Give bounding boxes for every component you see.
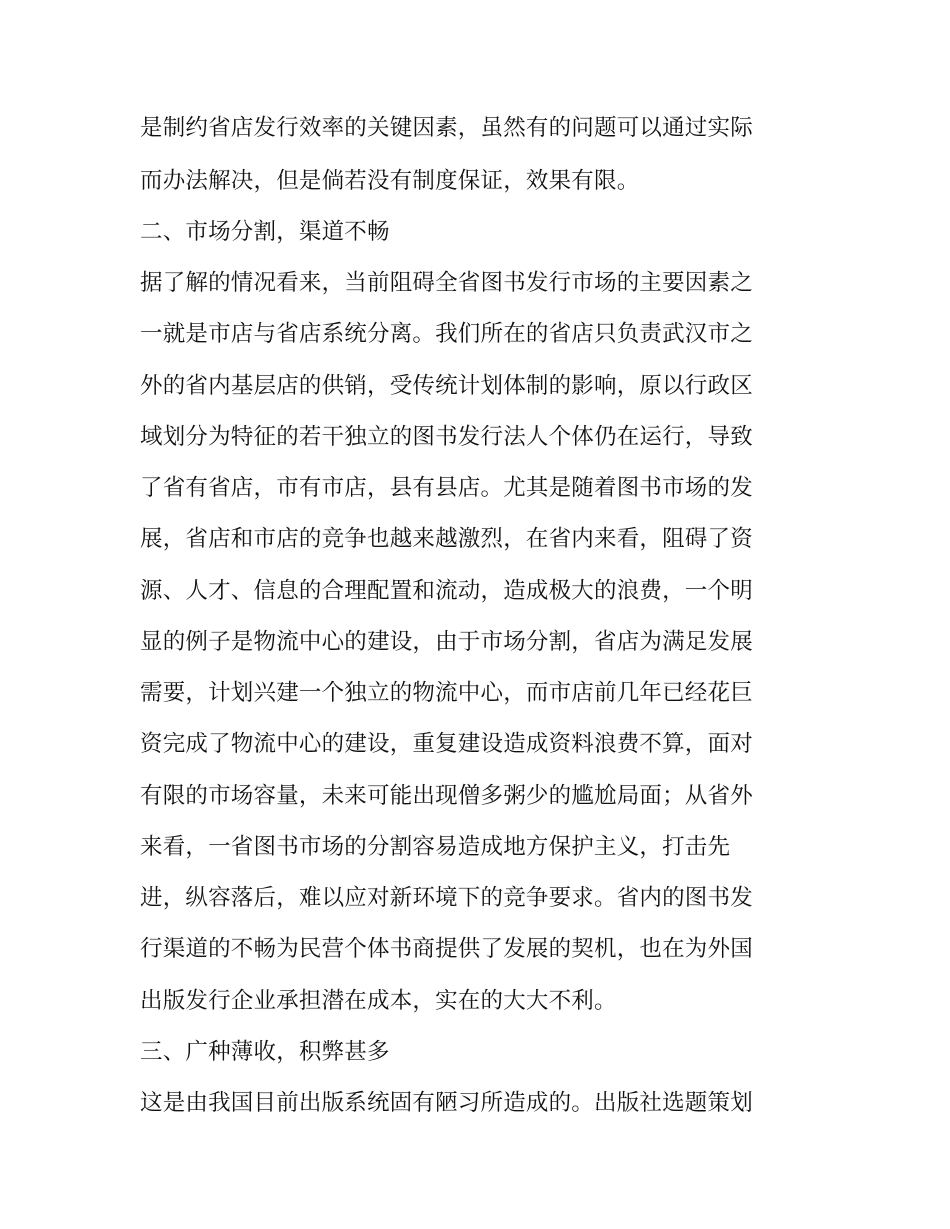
body-line: 据了解的情况看来，当前阻碍全省图书发行市场的主要因素之 (140, 270, 753, 296)
body-line: 这是由我国目前出版系统固有陋习所造成的。出版社选题策划 (140, 1090, 753, 1116)
body-line: 而办法解决，但是倘若没有制度保证，效果有限。 (140, 168, 640, 194)
body-line: 进，纵容落后，难以应对新环境下的竞争要求。省内的图书发 (140, 885, 753, 911)
body-line: 来看，一省图书市场的分割容易造成地方保护主义，打击先 (140, 834, 731, 860)
body-line: 有限的市场容量，未来可能出现僧多粥少的尴尬局面；从省外 (140, 783, 753, 809)
body-line: 源、人才、信息的合理配置和流动，造成极大的浪费，一个明 (140, 578, 753, 604)
body-line: 行渠道的不畅为民营个体书商提供了发展的契机，也在为外国 (140, 936, 753, 962)
body-line: 显的例子是物流中心的建设，由于市场分割，省店为满足发展 (140, 629, 753, 655)
body-line: 需要，计划兴建一个独立的物流中心，而市店前几年已经花巨 (140, 680, 753, 706)
body-line: 了省有省店，市有市店，县有县店。尤其是随着图书市场的发 (140, 475, 753, 501)
body-line: 一就是市店与省店系统分离。我们所在的省店只负责武汉市之 (140, 321, 753, 347)
body-line: 展，省店和市店的竞争也越来越激烈，在省内来看，阻碍了资 (140, 526, 753, 552)
body-line: 域划分为特征的若干独立的图书发行法人个体仍在运行，导致 (140, 424, 753, 450)
section-heading-2: 二、市场分割，渠道不畅 (140, 219, 390, 245)
body-line: 出版发行企业承担潜在成本，实在的大大不利。 (140, 988, 617, 1014)
body-line: 是制约省店发行效率的关键因素，虽然有的问题可以通过实际 (140, 115, 753, 141)
body-line: 资完成了物流中心的建设，重复建设造成资料浪费不算，面对 (140, 731, 753, 757)
section-heading-3: 三、广种薄收，积弊甚多 (140, 1039, 390, 1065)
body-line: 外的省内基层店的供销，受传统计划体制的影响，原以行政区 (140, 373, 753, 399)
